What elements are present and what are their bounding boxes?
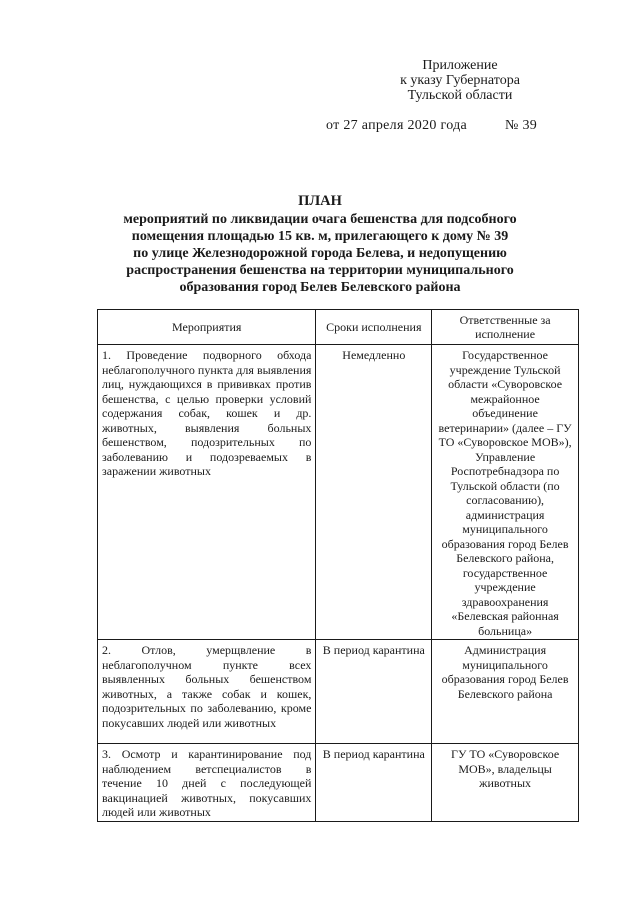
responsible-cell: Государственное учреждение Тульской области «Суворовское межрайонное объединение ветеринарии» (далее – ГУ ТО «Суворовское МОВ»), Управление Роспотребнадзора по Тульской области (по согласованию), администрация муниципального образования город Белев Белевского района, государственное учреждение здравоохранения «Белевская районная больница» (432, 345, 579, 640)
table-header-row (98, 310, 579, 345)
decree-line (326, 118, 537, 134)
term-cell: Немедленно (316, 345, 432, 640)
responsible-cell: ГУ ТО «Суворовское МОВ», владельцы животных (432, 744, 579, 822)
header-actions: Мероприятия (98, 310, 316, 345)
title-line: помещения площадью 15 кв. м, прилегающего к дому № 39 (131, 229, 509, 244)
action-cell: 2. Отлов, умерщвление в неблагополучном пункте всех выявленных больных бешенством животных, а также собак и кошек, подозрительных по заболеванию, кроме покусавших людей или животных (98, 640, 316, 744)
document-title (100, 193, 540, 296)
table-row (98, 345, 579, 640)
decree-number: № 39 (505, 118, 538, 133)
table-row (98, 640, 579, 744)
title-line: мероприятий по ликвидации очага бешенства для подсобного (123, 212, 517, 227)
term-cell: В период карантина (316, 744, 432, 822)
action-cell: 1. Проведение подворного обхода неблагополучного пункта для выявления лиц, нуждающихся в прививках против бешенства, с целью проверки условий содержания собак, кошек и др. животных, выявления больных бешенством, подозрительных по заболеванию и подозреваемых в заражении животных (98, 345, 316, 640)
title-line: образования город Белев Белевского района (179, 280, 461, 295)
responsible-cell: Администрация муниципального образования город Белев Белевского района (432, 640, 579, 744)
appendix-line: к указу Губернатора (400, 73, 520, 88)
appendix-line: Тульской области (407, 88, 513, 103)
header-responsible: Ответственные за исполнение (432, 310, 579, 345)
measures-table (97, 309, 579, 822)
appendix-block (380, 58, 540, 103)
action-cell: 3. Осмотр и карантинирование под наблюдением ветспециалистов в течение 10 дней с последующей вакцинацией животных, покусавших людей или животных (98, 744, 316, 822)
header-terms: Сроки исполнения (316, 310, 432, 345)
title-line: распространения бешенства на территории муниципального (126, 263, 514, 278)
title-heading: ПЛАН (298, 193, 342, 209)
appendix-line: Приложение (422, 58, 498, 73)
decree-date: от 27 апреля 2020 года (326, 118, 468, 133)
table-row (98, 744, 579, 822)
term-cell: В период карантина (316, 640, 432, 744)
title-line: по улице Железнодорожной города Белева, и недопущению (133, 246, 507, 261)
